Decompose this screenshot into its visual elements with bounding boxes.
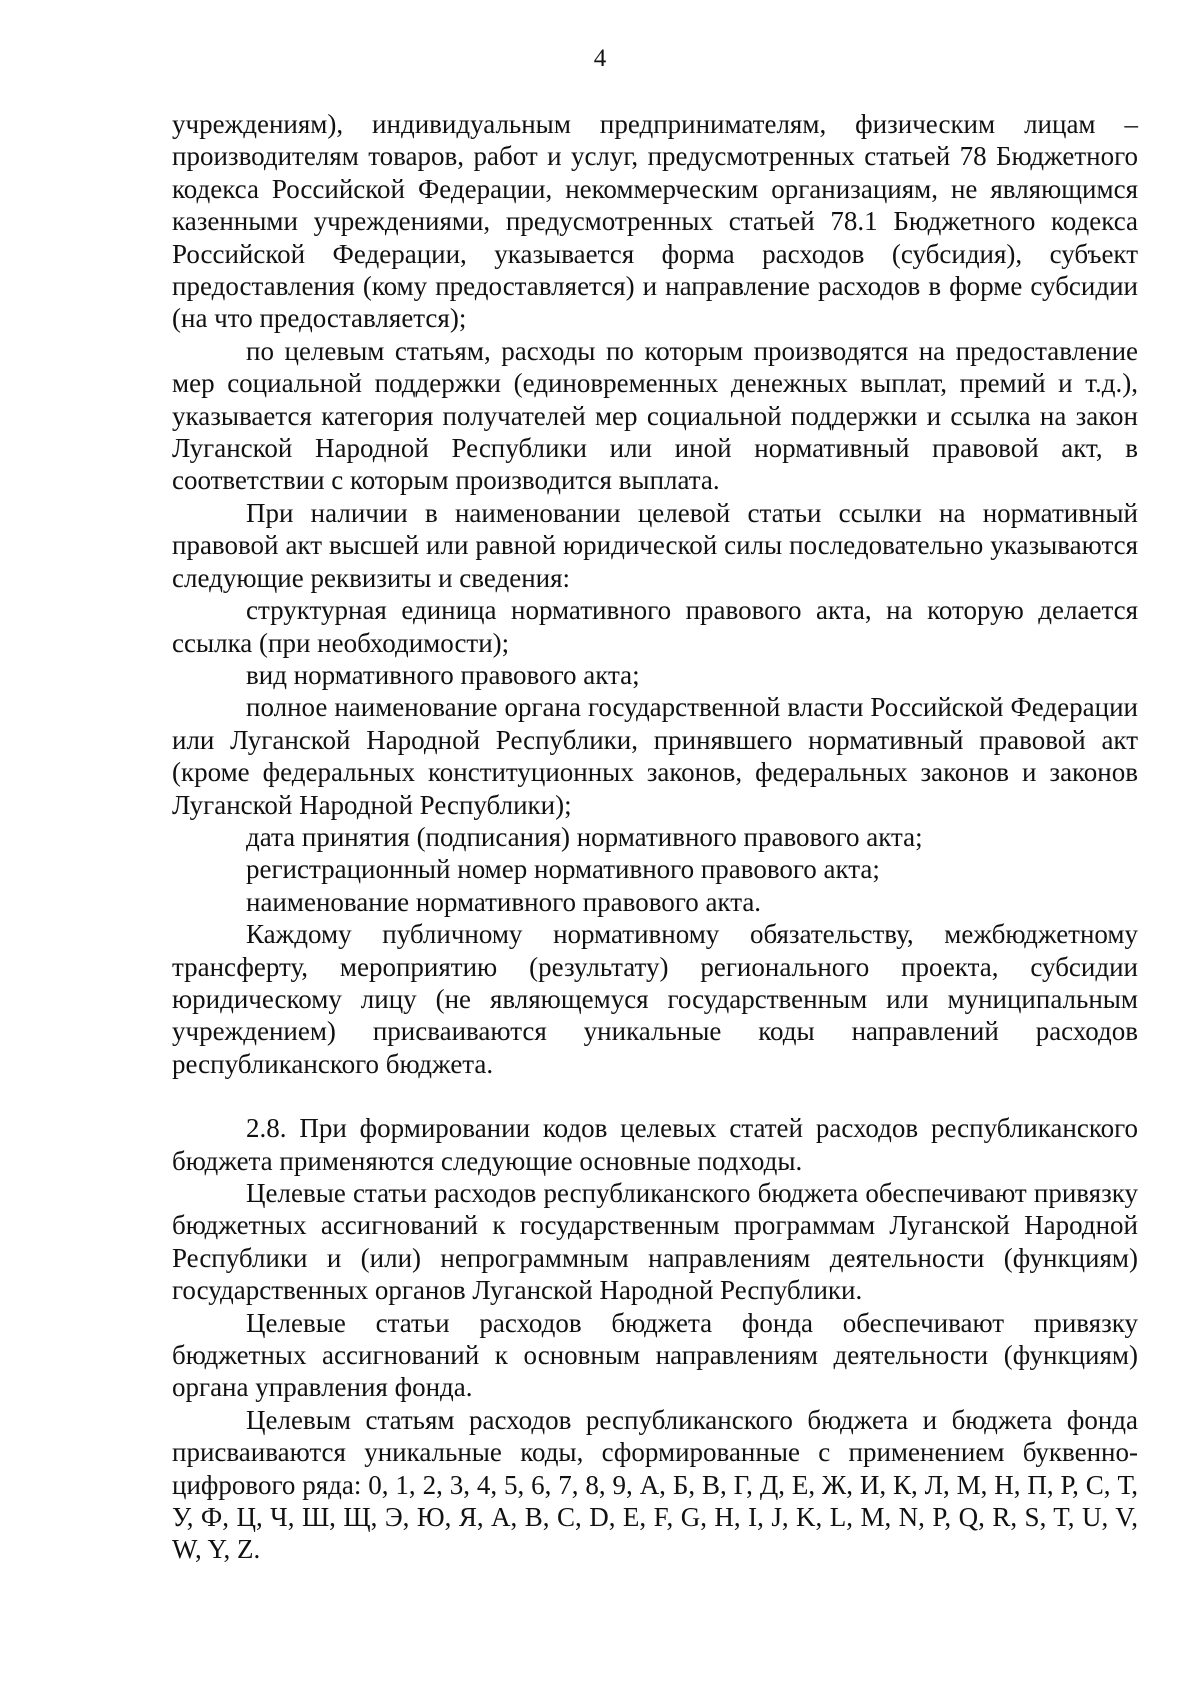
paragraph-fund-budget-articles: Целевые статьи расходов бюджета фонда обеспечивают привязку бюджетных ассигнований к основным направлениям деятельности (функциям) органа управления фонда. — [172, 1307, 1138, 1403]
paragraph-code-alphabet: Целевым статьям расходов республиканского бюджета и бюджета фонда присваиваются уникальные коды, сформированные с применением буквенно-цифрового ряда: 0, 1, 2, 3, 4, 5, 6, 7, 8, 9, А, Б, В, Г, Д, Е, Ж, И, К, Л, М, Н, П, Р, С, Т, У, Ф, Ц, Ч, Ш, Щ, Э, Ю, Я, A, B, C, D, E, F, G, H, I, J, K, L, M, N, P, Q, R, S, T, U, V, W, Y, Z. — [172, 1404, 1138, 1565]
paragraph-social-support: по целевым статьям, расходы по которым производятся на предоставление мер социальной поддержки (единовременных денежных выплат, премий и т.д.), указывается категория получателей мер социальной поддержки и ссылка на закон Луганской Народной Республики или иной нормативный правовой акт, в соответствии с которым производится выплата. — [172, 335, 1138, 496]
page-number: 4 — [593, 45, 607, 72]
document-body — [172, 108, 1138, 1566]
list-item-structural-unit: структурная единица нормативного правового акта, на которую делается ссылка (при необходимости); — [172, 595, 1138, 658]
list-item-adoption-date: дата принятия (подписания) нормативного правового акта; — [246, 821, 923, 852]
paragraph-unique-codes: Каждому публичному нормативному обязательству, межбюджетному трансферту, мероприятию (результату) регионального проекта, субсидии юридическому лицу (не являющемуся государственным или муниципальным учреждением) присваиваются уникальные коды направлений расходов республиканского бюджета. — [172, 919, 1138, 1079]
paragraph-subsidy-recipients: учреждениям), индивидуальным предпринимателям, физическим лицам – производителям товаров, работ и услуг, предусмотренных статьей 78 Бюджетного кодекса Российской Федерации, некоммерческим организациям, не являющимся казенными учреждениями, предусмотренных статьей 78.1 Бюджетного кодекса Российской Федерации, указывается форма расходов (субсидия), субъект предоставления (кому предоставляется) и направление расходов в форме субсидии (на что предоставляется); — [172, 109, 1138, 334]
section-heading-2-8: 2.8. При формировании кодов целевых статей расходов республиканского бюджета применяются следующие основные подходы. — [172, 1113, 1138, 1176]
list-item-authority-name: полное наименование органа государственной власти Российской Федерации или Луганской Народной Республики, принявшего нормативный правовой акт (кроме федеральных конституционных законов, федеральных законов и законов Луганской Народной Республики); — [172, 692, 1138, 820]
list-item-registration-number: регистрационный номер нормативного правового акта; — [246, 854, 880, 885]
paragraph-legal-act-reference: При наличии в наименовании целевой статьи ссылки на нормативный правовой акт высшей или равной юридической силы последовательно указываются следующие реквизиты и сведения: — [172, 497, 1138, 593]
list-item-act-type: вид нормативного правового акта; — [246, 659, 640, 690]
list-item-act-title: наименование нормативного правового акта. — [246, 886, 762, 917]
paragraph-republican-budget-articles: Целевые статьи расходов республиканского бюджета обеспечивают привязку бюджетных ассигнований к государственным программам Луганской Народной Республики и (или) непрограммным направлениям деятельности (функциям) государственных органов Луганской Народной Республики. — [172, 1178, 1138, 1306]
